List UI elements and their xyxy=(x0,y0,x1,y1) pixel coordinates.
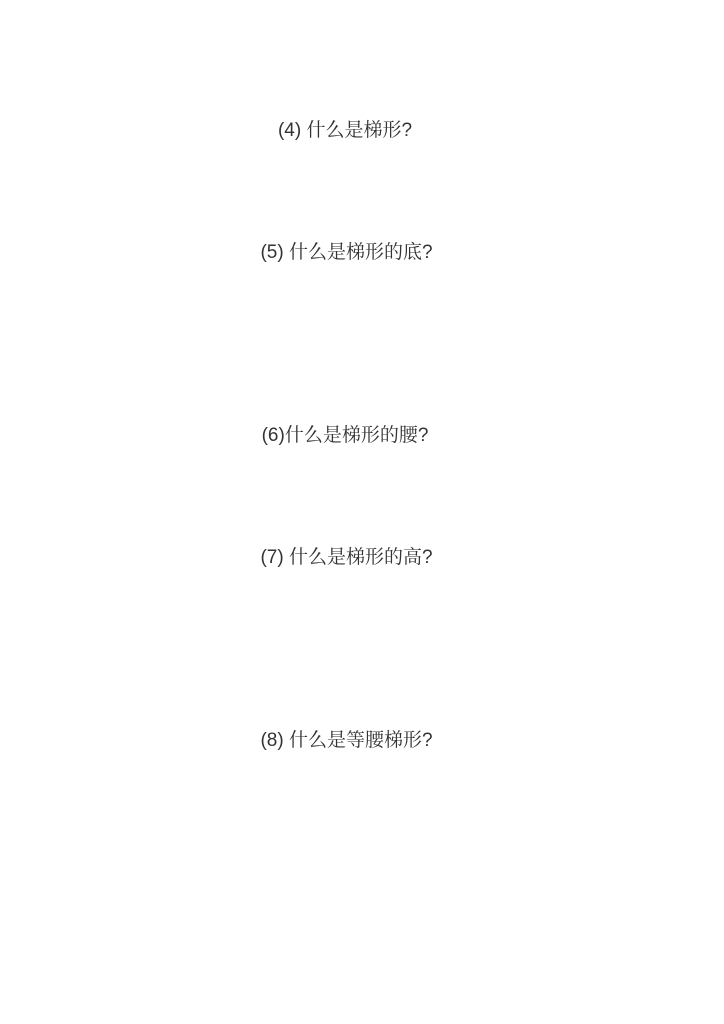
question-line xyxy=(0,548,724,567)
question-label: (7) 什么是梯形的高? xyxy=(260,547,433,568)
question-label: (8) 什么是等腰梯形? xyxy=(260,730,433,751)
question-line xyxy=(0,121,724,140)
question-label: (6)什么是梯形的腰? xyxy=(261,425,429,446)
question-line xyxy=(0,426,724,445)
question-line xyxy=(0,243,724,262)
question-line xyxy=(0,731,724,750)
question-label: (4) 什么是梯形? xyxy=(277,120,413,141)
question-label: (5) 什么是梯形的底? xyxy=(260,242,433,263)
